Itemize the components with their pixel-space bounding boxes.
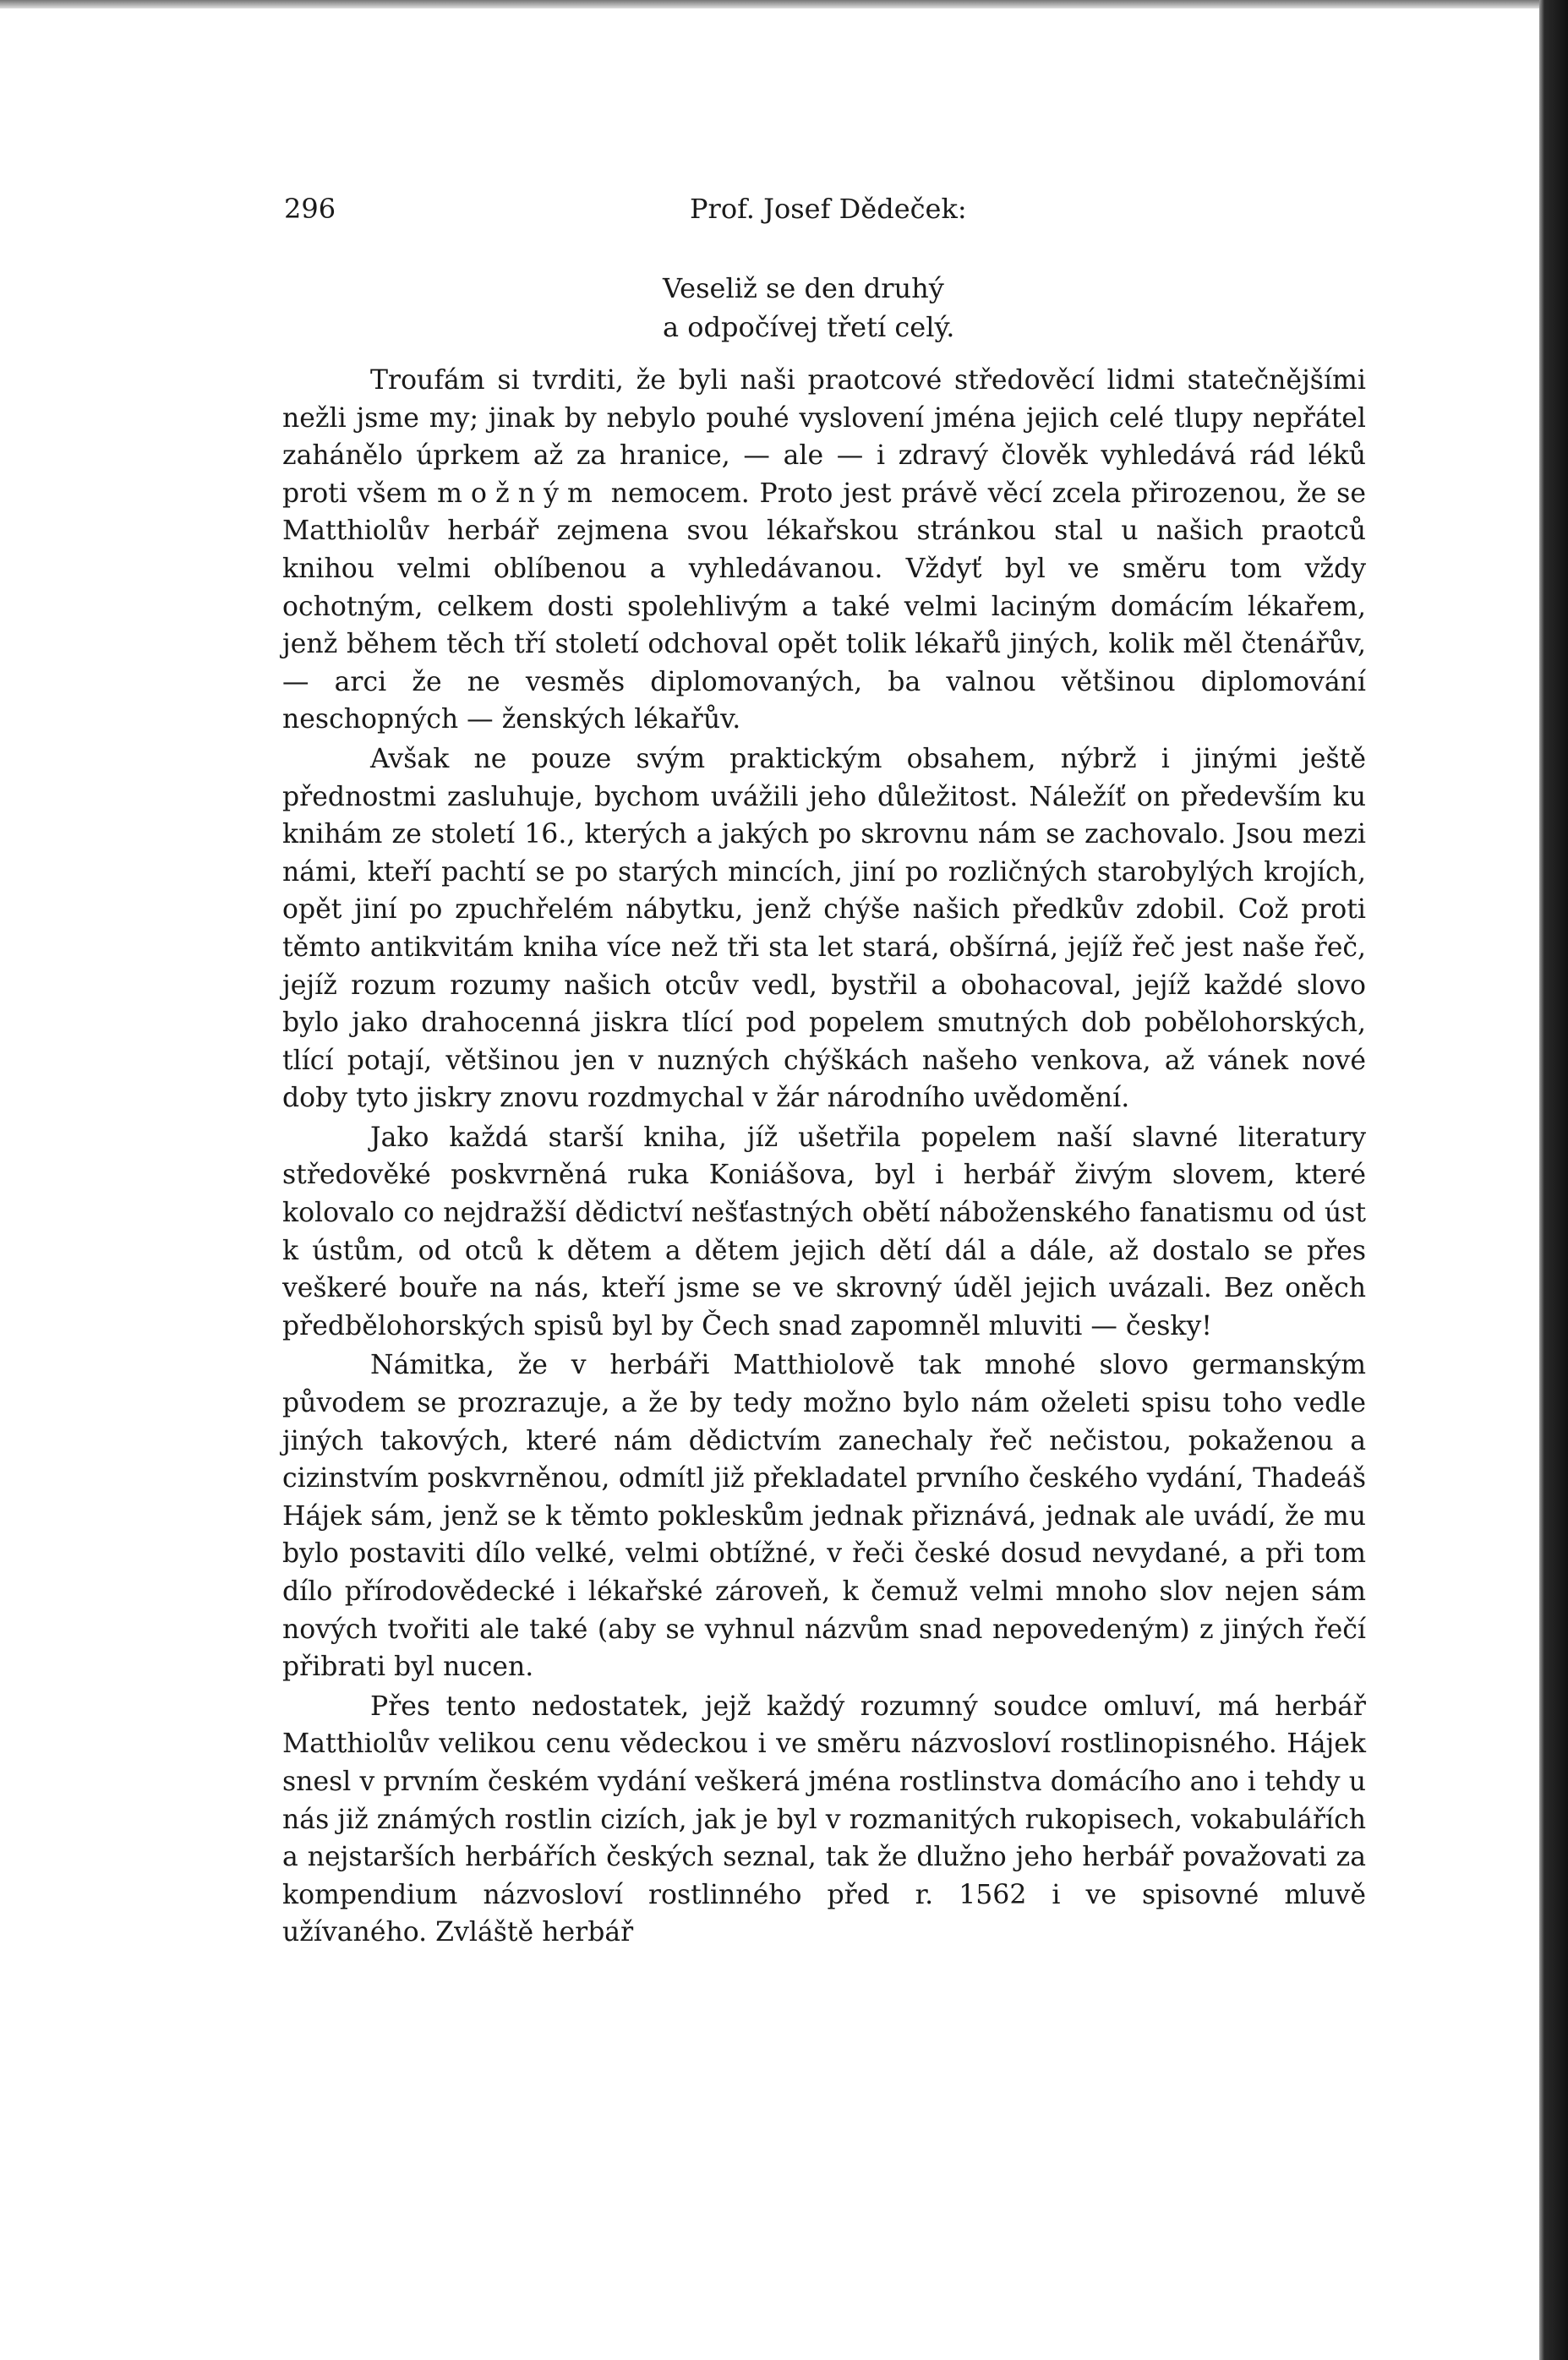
paragraph-2: Avšak ne pouze svým praktickým obsahem, nýbrž i jinými ještě přednostmi zasluhuje, bychom uvážili jeho důležitost. Náležíť on především ku knihám ze století 16., kterých a jakých po skrovnu nám se zachovalo. Jsou mezi námi, kteří pachtí se po starých mincích, jiní po rozličných starobylých krojích, opět jiní po zpuchřelém nábytku, jenž chýše našich předkův zdobil. Což proti těmto antikvitám kniha více než tři sta let stará, obšírná, jejíž řeč jest naše řeč, jejíž rozum rozumy našich otcův vedl, bystřil a obohacoval, jejíž každé slovo bylo jako drahocenná jiskra tlící pod popelem smutných dob pobělohorských, tlící potají, většinou jen v nuzných chýškách našeho venkova, až vánek nové doby tyto jiskry znovu rozdmychal v žár národního uvědomění. <box>282 743 1366 1114</box>
paragraph-4: Námitka, že v herbáři Matthiolově tak mnohé slovo germanským původem se prozrazuje, a že by tedy možno bylo nám oželeti spisu toho vedle jiných takových, které nám dědictvím zanechaly řeč nečistou, pokaženou a cizinstvím poskvrněnou, odmítl již překladatel prvního českého vydání, Thadeáš Hájek sám, jenž se k těmto pokleskům jednak přiznává, jednak ale uvádí, že mu bylo postaviti dílo velké, velmi obtížné, v řeči české dosud nevydané, a při tom dílo přírodovědecké i lékařské zároveň, k čemuž velmi mnoho slov nejen sám nových tvořiti ale také (aby se vyhnul názvům snad nepovedeným) z jiných řečí přibrati byl nucen. <box>282 1350 1366 1683</box>
paragraph-1 <box>282 362 1366 739</box>
page-header <box>284 193 1349 235</box>
paragraph-3: Jako každá starší kniha, jíž ušetřila popelem naší slavné literatury středověké poskvrněná ruka Koniášova, byl i herbář živým slovem, které kolovalo co nejdražší dědictví nešťastných obětí náboženského fanatismu od úst k ústům, od otců k dětem a dětem jejich dětí dál a dále, až dostalo se přes veškeré bouře na nás, kteří jsme se ve skrovný úděl jejich uvázali. Bez oněch předbělohorských spisů byl by Čech snad zapomněl mluviti — česky! <box>282 1122 1366 1341</box>
scan-page-edge <box>1539 0 1568 2360</box>
body-text <box>282 362 1366 1953</box>
verse-line: Veseliž se den druhý <box>663 272 944 304</box>
page-number: 296 <box>284 193 336 225</box>
paragraph-5: Přes tento nedostatek, jejž každý rozumný soudce omluví, má herbář Matthiolův velikou cenu vědeckou i ve směru názvosloví rostlinopisného. Hájek snesl v prvním českém vydání veškerá jména rostlinstva domácího ano i tehdy u nás již známých rostlin cizích, jak je byl v rozmanitých rukopisech, vokabulářích a nejstarších herbářích českých seznal, tak že dlužno jeho herbář považovati za kompendium názvosloví rostlinného před r. 1562 i ve spisovné mluvě užívaného. Zvláště herbář <box>282 1691 1366 1948</box>
verse-line: a odpočívej třetí celý. <box>663 311 955 343</box>
verse-quote <box>663 269 1170 347</box>
scan-top-edge <box>0 0 1568 8</box>
running-head: Prof. Josef Dědeček: <box>690 193 967 225</box>
paragraph-1-part-2: nemocem. Proto jest právě věcí zcela přirozenou, že se Matthiolův herbář zejmena svou lékařskou stránkou stal u našich praotců knihou velmi oblíbenou a vyhledávanou. Vždyť byl ve směru tom vždy ochotným, celkem dosti spolehlivým a také velmi laciným domácím lékařem, jenž během těch tří století odchoval opět tolik lékařů jiných, kolik měl čtenářův, — arci že ne vesměs diplomovaných, ba valnou většinou diplomování neschopných — ženských lékařův. <box>282 478 1366 735</box>
paragraph-1-part-1: Troufám si tvrditi, že byli naši praotcové středověcí lidmi statečnějšími nežli jsme my; jinak by nebylo pouhé vyslovení jména jejich celé tlupy nepřátel zahánělo úprkem až za hranice, — ale — i zdravý člověk vyhledává rád léků proti všem <box>282 365 1366 509</box>
spaced-emphasis: možným <box>437 478 601 509</box>
